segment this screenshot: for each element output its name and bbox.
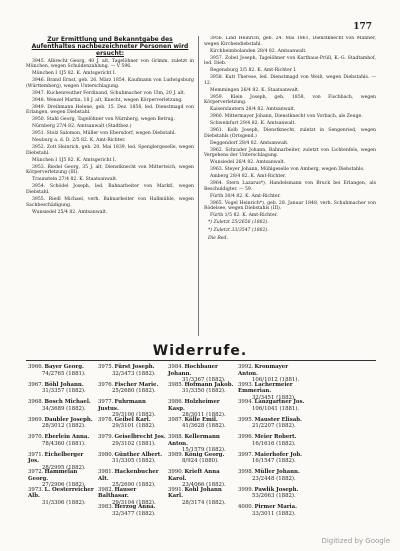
revocation-number: 3980. — [98, 451, 114, 458]
revocation-entry — [166, 487, 236, 505]
notice-entry: Wunsiedel 26/4 82. Amtsanwalt. — [210, 160, 286, 166]
notice-entry: 3960. Mittermayer Johann, Dienstknecht von Vorbach, als Zeuge. — [210, 114, 363, 120]
revocation-name: Mauster Elisab. — [254, 416, 302, 423]
revocation-reference: 23/4066 (1882). — [182, 482, 226, 489]
revocation-name: Geiselbrecht Jos. — [114, 434, 166, 440]
revocation-number: 3994. — [238, 399, 254, 405]
revocation-name: Bosch Michael. — [44, 399, 91, 405]
revocation-name: Fuhrmann Justus. — [98, 399, 146, 412]
revocation-name: Herzog Anna. — [114, 504, 156, 510]
revocation-name: König Georg. — [184, 451, 225, 458]
revocation-name: Geibel Karl. — [114, 416, 151, 423]
revocation-name: Günther Albert. — [114, 451, 163, 458]
revocation-reference: 8/924 (1880). — [182, 458, 219, 465]
revocation-number: 3992. — [238, 364, 254, 370]
revocation-reference: 21/2207 (1882). — [252, 423, 296, 430]
revocation-name: Kölle Emil. — [184, 416, 218, 423]
notice-entry: Traunstein 27/4 82. K. Staatsanwalt. — [32, 177, 118, 183]
revocation-number: 3989. — [168, 451, 184, 458]
revocation-entry — [166, 364, 236, 382]
revocation-number: 3988. — [168, 434, 184, 440]
revocation-entry — [26, 417, 96, 435]
revocation-reference: 28/3011 (1882). — [182, 412, 226, 419]
revocation-name: Daubler Joseph. — [44, 416, 93, 423]
notice-entry: 3952. Zott Heinrich, geb. 20. Mai 1839, led. Spenglergeselle, wegen Diebstahl. — [26, 145, 194, 156]
revocation-number: 3966. — [28, 364, 44, 370]
revocation-entry — [166, 434, 236, 452]
revocation-name: Pawlik Joseph. — [254, 486, 299, 493]
revocation-number: 3995. — [238, 416, 254, 423]
revocation-reference: 29/3101 (1882). — [112, 423, 156, 430]
revocation-reference: 25/2680 (1882). — [112, 388, 156, 395]
revocation-entry — [166, 469, 236, 487]
revocation-entry — [96, 382, 166, 400]
right-entries — [204, 36, 376, 219]
revocation-name: Fischer Marie. — [114, 381, 159, 388]
revocation-reference: 106/1041 (1881). — [252, 405, 300, 412]
revocation-reference: 106/1012 (1881). — [252, 377, 300, 384]
notice-entry: 3955. Riedl Michael, verh. Bahnarbeiter von Hallmühle, wegen Sachbeschädigung. — [26, 196, 194, 208]
notice-entry: Regensburg 3/5 82. K. Amt-Richter I. — [210, 68, 297, 74]
revocation-number: 3970. — [28, 434, 44, 440]
notice-entry: Amberg 28/4 82. K. Amt-Richter. — [210, 174, 287, 180]
revocation-number: 3990. — [168, 469, 184, 475]
revocation-entry — [96, 504, 166, 522]
revocation-entry — [96, 469, 166, 487]
notice-entry: 3957. Zobel Joseph, Tagelöhner von Karthaus-Prüll, K.-G. Stadtamhof, led. Dieb. — [204, 55, 376, 67]
revocation-number: 3984. — [168, 364, 184, 370]
notice-entry: 3949. Dreihmann Helene, geb. 15. Dez. 1858, led. Dienstmagd von Erlangen, wegen Diebstahl. — [26, 104, 194, 116]
footnote: *) Zuletzt 25/2656 (1882). — [208, 220, 269, 226]
revocation-reference: 25/2690 (1882). — [112, 482, 156, 489]
revocation-name: Meier Robert. — [254, 434, 297, 440]
revocation-number: 3999. — [238, 486, 254, 493]
revocation-number: 3985. — [168, 381, 184, 388]
revocation-entry — [236, 382, 306, 400]
revocation-reference: 32/3473 (1882). — [112, 370, 156, 377]
notice-entry: 3945. Albrecht Georg, 40 J. alt, Tagelöhner von Grimm, zuletzt in München, wegen Schuldenzahlung. — V 596. — [26, 58, 194, 70]
revocation-entry — [26, 364, 96, 382]
notice-entry: 3953. Riedel Georg, 35 J. alt, Dienstknecht von Mitterteich, wegen Körperverletzung (III). — [26, 164, 194, 176]
revocation-number: 3977. — [98, 399, 114, 405]
section-rule — [26, 360, 376, 361]
revocation-reference: 53/2663 (1882). — [252, 493, 296, 500]
notice-columns — [26, 36, 376, 348]
revocation-entry — [26, 434, 96, 452]
notice-entry: 3965. Vogel Heinrich*), geb. 28. Januar 1848, verh. Schuhmacher von Rödelsee, wegen Diebstahls (III). — [204, 200, 376, 212]
revocation-entry — [26, 399, 96, 417]
revocation-entry — [236, 364, 306, 382]
notice-entry: Deggendorf 28/4 82. Amtsanwalt. — [210, 140, 289, 146]
revocation-name: Lanzgartner Jos. — [254, 399, 305, 405]
notice-entry: Memmingen 26/4 82. K. Staatsanwalt. — [210, 87, 300, 93]
revocation-name: Eberlein Anna. — [44, 434, 90, 440]
revocation-column — [236, 364, 306, 522]
revocation-reference: 29/3102 (1881). — [112, 440, 156, 447]
revocation-entry — [26, 382, 96, 400]
revocation-entry — [26, 487, 96, 505]
revocation-reference: 32/3477 (1882). — [112, 510, 156, 517]
notice-entry: Kaiserslautern 28/4 82. Amtsanwalt. — [210, 107, 296, 113]
revocation-name: Krieft Anna Karol. — [168, 469, 220, 482]
revocation-number: 3993. — [238, 381, 254, 388]
revocation-name: Müller Johann. — [254, 469, 300, 475]
revocation-reference: 23/2448 (1882). — [252, 475, 296, 482]
revocation-name: Bayer Georg. — [44, 364, 84, 370]
revocation-number: 3972. — [28, 469, 44, 475]
notice-entry: 3956. Lind Heinrich, geb. 24. Mai 1861, Dienstknecht von Manner, wegen Kirchendiebstahl. — [204, 36, 376, 47]
notice-entry: München I 1J5 82. K. Amtsgericht I. — [32, 157, 117, 163]
notice-entry: 3964. Stern Lazarus*), Handelsmann von Bruck bei Erlangen, als Beschuldigter. — 59. — [204, 181, 376, 192]
notice-entry: München I 1J5 82. K. Amtsgericht I. — [32, 71, 117, 77]
footnotes — [204, 220, 376, 241]
notice-entry: 3950. Stahl Georg, Tagelöhner von Nürnberg, wegen Betrug. — [32, 117, 175, 123]
revocation-entry — [96, 487, 166, 505]
revocation-entry — [236, 434, 306, 452]
notice-entry: 3948. Wenzel Martin, 18 J. alt, Knecht, wegen Körperverletzung. — [32, 97, 183, 103]
revocation-number: 3969. — [28, 416, 44, 423]
revocation-reference: 78/4360 (1881). — [42, 440, 86, 447]
revocation-entry — [96, 399, 166, 417]
revocation-entry — [236, 417, 306, 435]
revocation-entry — [236, 452, 306, 470]
revocation-reference: 16/1616 (1882). — [252, 440, 296, 447]
revocation-number: 3991. — [168, 486, 184, 493]
revocation-number: 3997. — [238, 451, 254, 458]
footnote: Die Red. — [208, 235, 228, 241]
notice-entry: Wunsiedel 25/4 82. Amtsanwalt. — [32, 209, 108, 215]
revocation-name: L. Oesterreicher Alb. — [28, 486, 94, 500]
notice-entry: 3958. Kutt Therese, led. Dienstmagd von Weiß, wegen Diebstahls. — 12. — [204, 75, 376, 86]
revocation-reference: 28/3012 (1882). — [42, 423, 86, 430]
revocation-reference: 31/3357 (1882). — [42, 388, 86, 395]
revocation-entry — [166, 417, 236, 435]
column-heading: Zur Ermittlung und Bekanntgabe des Aufenthaltes nachbezeichneter Personen wird ersucht: — [31, 36, 189, 58]
right-column — [204, 36, 376, 243]
notice-entry: Fürth 30/4 82. K. Amt-Richter. — [210, 193, 281, 199]
left-entries — [26, 59, 194, 216]
revocation-reference: 31/3306 (1882). — [42, 499, 86, 506]
revocation-entry — [96, 364, 166, 382]
revocation-number: 3978. — [98, 416, 114, 423]
revocation-number: 3987. — [168, 416, 184, 423]
revocation-name: Hackenbucher Alt. — [98, 469, 159, 482]
revocation-name: Hochbauer Johann. — [168, 364, 218, 377]
revocation-reference: 27/2906 (1882). — [42, 482, 86, 489]
page-number: 177 — [353, 22, 372, 32]
revocation-entry — [236, 469, 306, 487]
revocation-name: Kellermann Anton. — [168, 434, 220, 447]
revocation-name: Hammelan Georg. — [28, 469, 78, 482]
left-column — [26, 36, 194, 217]
revocations-grid — [26, 364, 376, 522]
revocation-entry — [26, 469, 96, 487]
revocation-name: Fürst Joseph. — [114, 364, 155, 370]
revocation-number: 3976. — [98, 381, 114, 388]
notice-entry: 3951. Stolz Salomon, Müller von Ebersdorf, wegen Diebstahl. — [32, 131, 176, 137]
digitized-watermark: Digitized by Google — [321, 537, 390, 545]
revocation-column — [166, 364, 236, 522]
revocation-entry — [26, 452, 96, 470]
notice-entry: Schweinfurt 29/4 82. K. Amtsanwalt. — [210, 121, 296, 127]
revocation-reference: 16/1547 (1882). — [252, 458, 296, 465]
revocation-entry — [236, 487, 306, 505]
revocation-number: 3971. — [28, 451, 44, 458]
revocation-reference: 74/2765 (1881). — [42, 370, 86, 377]
column-divider — [198, 36, 199, 336]
revocation-number: 3996. — [238, 434, 254, 440]
notice-entry: 3946. Brand Ernst, geb. 26. März 1854, Kaufmann von Ludwigsburg (Württemberg), wegen Unterschlagung. — [26, 78, 194, 89]
revocation-reference: 29/3104 (1882). — [112, 499, 156, 506]
notice-entry: 3947. Kuchenreuther Ferdinand, Schuhmacher von Ulm, 20 J. alt. — [32, 90, 186, 96]
revocation-reference: 15/1579 (1882). — [182, 447, 226, 454]
notice-entry: Fürth 1/5 82. K. Amt-Richter. — [210, 213, 278, 219]
footnote: *) Zuletzt 33/3547 (1882). — [208, 228, 269, 234]
revocation-name: Pirmer Maria. — [254, 504, 297, 510]
revocation-reference: 31/3305 (1882). — [112, 458, 156, 465]
revocation-number: 3968. — [28, 399, 44, 405]
revocation-name: Holzheimer Kasp. — [168, 399, 220, 412]
revocation-name: Böhl Johann. — [44, 381, 84, 388]
revocation-number: 3982. — [98, 486, 114, 493]
revocation-number: 3973. — [28, 486, 44, 493]
notice-entry: 3963. Steyer Johann, Mühlgeselle von Amberg, wegen Diebstahls. — [210, 167, 365, 173]
section-title: Widerrufe. — [152, 343, 248, 359]
revocation-number: 3986. — [168, 399, 184, 405]
revocation-entry — [236, 504, 306, 522]
notice-entry: Neuburg a. d. D. 2/5 82. K. Amt-Richter. — [32, 138, 126, 144]
revocation-name: Kronmayer Anton. — [238, 364, 289, 377]
revocation-number: 3981. — [98, 469, 114, 475]
notice-entry: 3959. Klein Joseph, geb. 1858, von Fischbach, wegen Körperverletzung. — [204, 94, 376, 106]
revocation-number: 3967. — [28, 381, 44, 388]
revocation-number: 3975. — [98, 364, 114, 370]
revocation-reference: 28/3174 (1882). — [182, 499, 226, 506]
revocation-entry — [96, 417, 166, 435]
revocation-reference: 34/3689 (1882). — [42, 405, 86, 412]
revocation-reference: 41/3628 (1882). — [182, 423, 226, 430]
revocation-entry — [166, 452, 236, 470]
revocation-name: Hauser Balthasar. — [98, 486, 137, 500]
revocation-reference: 33/3011 (1882). — [252, 510, 296, 517]
revocation-name: Maierhofer Job. — [254, 451, 302, 458]
notice-entry: 3962. Schrader Johann, Bahnarbeiter, zuletzt von Lichtenfels, wegen Vergehens der Unterschlagung. — [204, 147, 376, 159]
notice-entry: Kirchheimbolanden 28/4 82. Amtsanwalt. — [210, 48, 307, 54]
revocation-number: 4000. — [238, 504, 254, 510]
revocation-entry — [96, 434, 166, 452]
revocation-reference: 31/3367 (1882). — [182, 377, 226, 384]
revocation-number: 3983. — [98, 504, 114, 510]
revocation-name: Hofmann Jakob. — [184, 381, 234, 388]
revocation-number: 3998. — [238, 469, 254, 475]
revocation-entry — [96, 452, 166, 470]
revocation-column — [26, 364, 96, 522]
revocation-number: 3979. — [98, 434, 114, 440]
revocation-name: Kohl Johann Karl. — [168, 486, 222, 500]
revocation-reference: 31/3350 (1882). — [182, 388, 226, 395]
revocation-reference: 28/2995 (1882). — [42, 464, 86, 471]
revocation-entry — [166, 382, 236, 400]
revocation-entry — [166, 399, 236, 417]
notice-entry: Nürnberg 27/4 82. Amtsanwalt (Stadtbez.) — [32, 124, 132, 130]
notice-entry: 3961. Kolb Joseph, Dienstknecht, zuletzt in Sengenried, wegen Diebstahls (Ortsgend.) — [204, 128, 376, 139]
notice-entry: 3954. Schödel Joseph, led. Bahnarbeiter von Marktl, wegen Diebstahl. — [26, 184, 194, 195]
revocation-name: Eichelberger Jos. — [28, 451, 84, 465]
revocation-reference: 32/3451 (1882). — [252, 394, 296, 401]
revocation-reference: 29/3100 (1882). — [112, 412, 156, 419]
revocation-entry — [236, 399, 306, 417]
revocation-name: Lachermeier Emmerian. — [238, 381, 293, 395]
revocation-column — [96, 364, 166, 522]
